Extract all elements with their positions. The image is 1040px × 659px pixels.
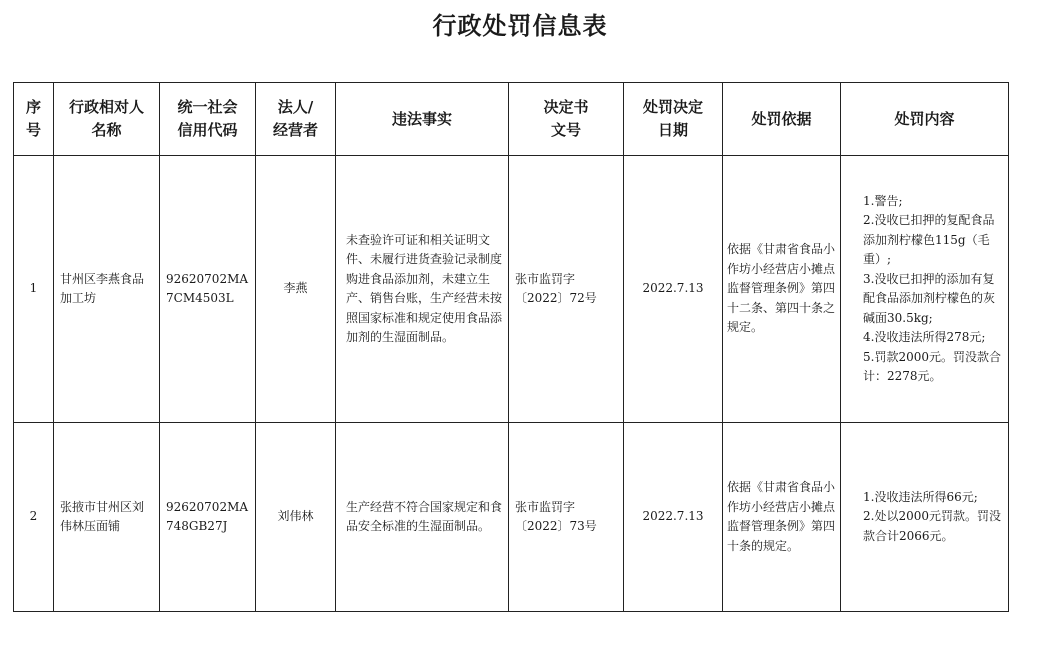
table-row	[14, 423, 1009, 612]
row-content	[841, 156, 1009, 423]
content-item: 2.没收已扣押的复配食品添加剂柠檬色115g（毛重）;	[863, 213, 995, 266]
content-item: 3.没收已扣押的添加有复配食品添加剂柠檬色的灰碱面30.5kg;	[863, 271, 996, 325]
header-legal-person: 法人/ 经营者	[256, 83, 336, 156]
row-legal-person: 刘伟林	[256, 423, 336, 612]
header-date: 处罚决定 日期	[624, 83, 723, 156]
row-date: 2022.7.13	[624, 423, 723, 612]
row-seq: 2	[14, 423, 54, 612]
row-basis: 依据《甘肃省食品小作坊小经营店小摊点监督管理条例》第四十二条、第四十条之规定。	[723, 156, 841, 423]
table-row	[14, 156, 1009, 423]
table-header-row	[14, 83, 1009, 156]
header-content: 处罚内容	[841, 83, 1009, 156]
row-facts: 生产经营不符合国家规定和食品安全标准的生湿面制品。	[336, 423, 509, 612]
content-item: 1.没收违法所得66元;	[863, 489, 978, 504]
row-doc-no: 张市监罚字〔2022〕73号	[509, 423, 624, 612]
content-item: 2.处以2000元罚款。罚没款合计2066元。	[863, 509, 1001, 543]
row-content	[841, 423, 1009, 612]
row-date: 2022.7.13	[624, 156, 723, 423]
penalty-info-table	[13, 82, 1009, 612]
row-facts: 未查验许可证和相关证明文件、未履行进货查验记录制度购进食品添加剂，未建立生产、销售台账，生产经营未按照国家标准和规定使用食品添加剂的生湿面制品。	[336, 156, 509, 423]
content-item: 1.警告;	[863, 193, 903, 208]
content-item: 4.没收违法所得278元;	[863, 330, 986, 344]
row-credit-code: 92620702MA7CM4503L	[160, 156, 256, 423]
content-item: 5.罚款2000元。罚没款合计：2278元。	[863, 349, 1001, 383]
header-name: 行政相对人 名称	[54, 83, 160, 156]
header-facts: 违法事实	[336, 83, 509, 156]
row-name: 甘州区李燕食品加工坊	[54, 156, 160, 423]
header-doc-no: 决定书 文号	[509, 83, 624, 156]
row-basis: 依据《甘肃省食品小作坊小经营店小摊点监督管理条例》第四十条的规定。	[723, 423, 841, 612]
header-basis: 处罚依据	[723, 83, 841, 156]
page-title: 行政处罚信息表	[432, 11, 608, 40]
row-name: 张掖市甘州区刘伟林压面铺	[54, 423, 160, 612]
row-seq: 1	[14, 156, 54, 423]
row-credit-code: 92620702MA748GB27J	[160, 423, 256, 612]
row-doc-no: 张市监罚字〔2022〕72号	[509, 156, 624, 423]
header-credit-code: 统一社会 信用代码	[160, 83, 256, 156]
row-legal-person: 李燕	[256, 156, 336, 423]
header-seq: 序 号	[14, 83, 54, 156]
